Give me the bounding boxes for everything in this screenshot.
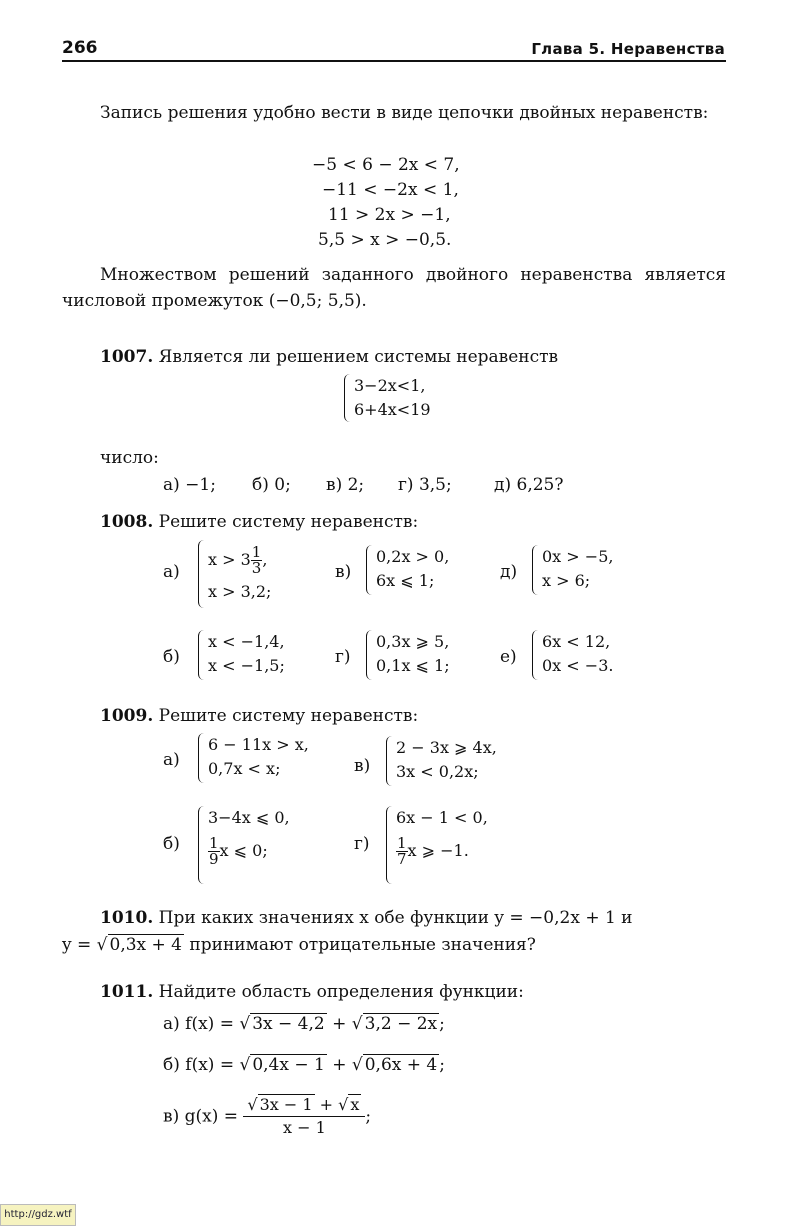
system-row: x < −1,4, [208,632,285,651]
text-part: ; [439,1055,445,1075]
inequality-part: x > 3 [208,550,251,569]
problem-1007-after: число: [100,448,159,468]
denominator: 9 [209,850,219,868]
option-d: д) 6,25? [494,475,564,495]
system-row: x > 6; [542,571,591,590]
text-part: б) f(x) = [163,1055,240,1075]
inequality-part: x ⩽ 0; [219,841,268,860]
system-row: 0,3x ⩾ 5, [376,632,450,651]
system-1008-b [198,630,285,678]
system-row: 0,2x > 0, [376,547,450,566]
option-v: в) 2; [326,475,365,495]
problem-1011-v [163,1094,371,1139]
system-row: 0x > −5, [542,547,614,566]
label-1009-a: а) [163,750,180,770]
sqrt-radicand: 3x − 4,2 [252,1014,325,1034]
problem-1011-a: а) f(x) = √ 3x − 4,2 + √ 3,2 − 2x ; [163,1014,445,1034]
problem-1007 [100,344,558,370]
problem-number: 1011. [100,982,154,1002]
system-1009-b [198,806,290,867]
sqrt-radicand: x [350,1095,360,1114]
chain-line-3: 11 > 2x > −1, [328,205,451,225]
problem-number: 1009. [100,706,154,726]
system-row [198,836,290,867]
system-1008-a [198,540,271,604]
problem-number: 1007. [100,347,154,367]
fraction [396,836,408,867]
system-row [198,540,271,580]
denominator: 3 [251,559,262,577]
intro-paragraph: Запись решения удобно вести в виде цепочки двойных неравенств: [100,103,709,123]
system-row: 6 − 11x > x, [208,735,309,754]
system-row: 3−2x<1, [354,376,426,395]
label-1009-v: в) [354,756,371,776]
system-1009-g [386,806,488,867]
problem-number: 1010. [100,908,154,928]
system-row: 6x ⩽ 1; [376,571,435,590]
label-1008-e: е) [500,647,517,667]
text-part: принимают отрицательные значения? [184,935,536,955]
system-row: 6x < 12, [542,632,611,651]
chapter-title: Глава 5. Неравенства [531,40,725,58]
system-1008-d [532,545,613,593]
sqrt-radicand: 0,4x − 1 [252,1055,325,1075]
system-row: 6+4x<19 [354,400,431,419]
denominator: x − 1 [283,1118,326,1137]
text-part: + [326,1055,352,1075]
system-row: 3x < 0,2x; [396,762,479,781]
denominator: 7 [397,850,407,868]
problem-1011-b: б) f(x) = √ 0,4x − 1 + √ 0,6x + 4 ; [163,1055,445,1075]
system-row: 2 − 3x ⩾ 4x, [396,738,497,757]
problem-1010-line2: y = √ 0,3x + 4 принимают отрицательные значения? [62,935,536,955]
system-row: 6x − 1 < 0, [396,808,488,827]
sqrt-radicand: 0,3x + 4 [109,935,182,955]
problem-1009 [100,703,418,729]
problem-number: 1008. [100,512,154,532]
problem-text: При каких значениях x обе функции y = −0,2x + 1 и [158,908,633,928]
sqrt-radicand: 3x − 1 [259,1095,313,1114]
problem-text: Является ли решением системы неравенств [158,347,559,367]
problem-1010 [100,905,633,931]
numerator: √ 3x − 1 + √ x [243,1094,365,1117]
text-part: ; [439,1014,445,1034]
chain-line-2: −11 < −2x < 1, [322,180,459,200]
system-1008-g [366,630,450,678]
problem-1011 [100,979,524,1005]
fraction [243,1094,365,1139]
option-g: г) 3,5; [398,475,452,495]
sqrt-radicand: 3,2 − 2x [364,1014,438,1034]
system-row [386,836,488,867]
system-1007 [344,374,431,422]
numerator: 1 [397,834,407,852]
problem-text: Найдите область определения функции: [158,982,524,1002]
system-1009-a [198,733,309,781]
sqrt-radicand: 0,6x + 4 [364,1055,438,1075]
system-1008-e [532,630,613,678]
system-row: 3−4x ⩽ 0, [208,808,290,827]
page-number: 266 [62,38,98,58]
label-1008-a: а) [163,562,180,582]
chain-line-1: −5 < 6 − 2x < 7, [312,155,460,175]
system-row: 0,1x ⩽ 1; [376,656,450,675]
system-1008-v [366,545,449,593]
problem-1008 [100,509,418,535]
intro-conclusion: Множеством решений заданного двойного неравенства является числовой промежуток (−0,5; 5,5). [62,265,726,311]
problem-text: Решите систему неравенств: [158,512,419,532]
system-row: 0x < −3. [542,656,614,675]
text-part: в) g(x) = [163,1106,244,1127]
fraction [251,545,263,576]
label-1009-g: г) [354,834,370,854]
inequality-part: , [262,550,268,569]
option-b: б) 0; [252,475,291,495]
chain-line-4: 5,5 > x > −0,5. [318,230,452,250]
numerator: 1 [251,543,262,561]
label-1008-g: г) [335,647,351,667]
inequality-part: x ⩾ −1. [407,841,469,860]
text-part: + [326,1014,352,1034]
text-part: y = [62,935,97,955]
header-rule [62,60,726,62]
problem-text: Решите систему неравенств: [158,706,419,726]
option-a: а) −1; [163,475,216,495]
system-row: 0,7x < x; [208,759,281,778]
label-1008-b: б) [163,647,180,667]
text-part: а) f(x) = [163,1014,240,1034]
system-row: x < −1,5; [208,656,285,675]
system-1009-v [386,736,497,784]
system-row: x > 3,2; [208,582,272,601]
text-part: + [314,1095,339,1114]
label-1008-v: в) [335,562,352,582]
numerator: 1 [209,834,219,852]
label-1009-b: б) [163,834,180,854]
text-part: ; [365,1106,372,1127]
watermark-link[interactable]: http://gdz.wtf [0,1204,76,1226]
fraction [208,836,220,867]
label-1008-d: д) [500,562,518,582]
